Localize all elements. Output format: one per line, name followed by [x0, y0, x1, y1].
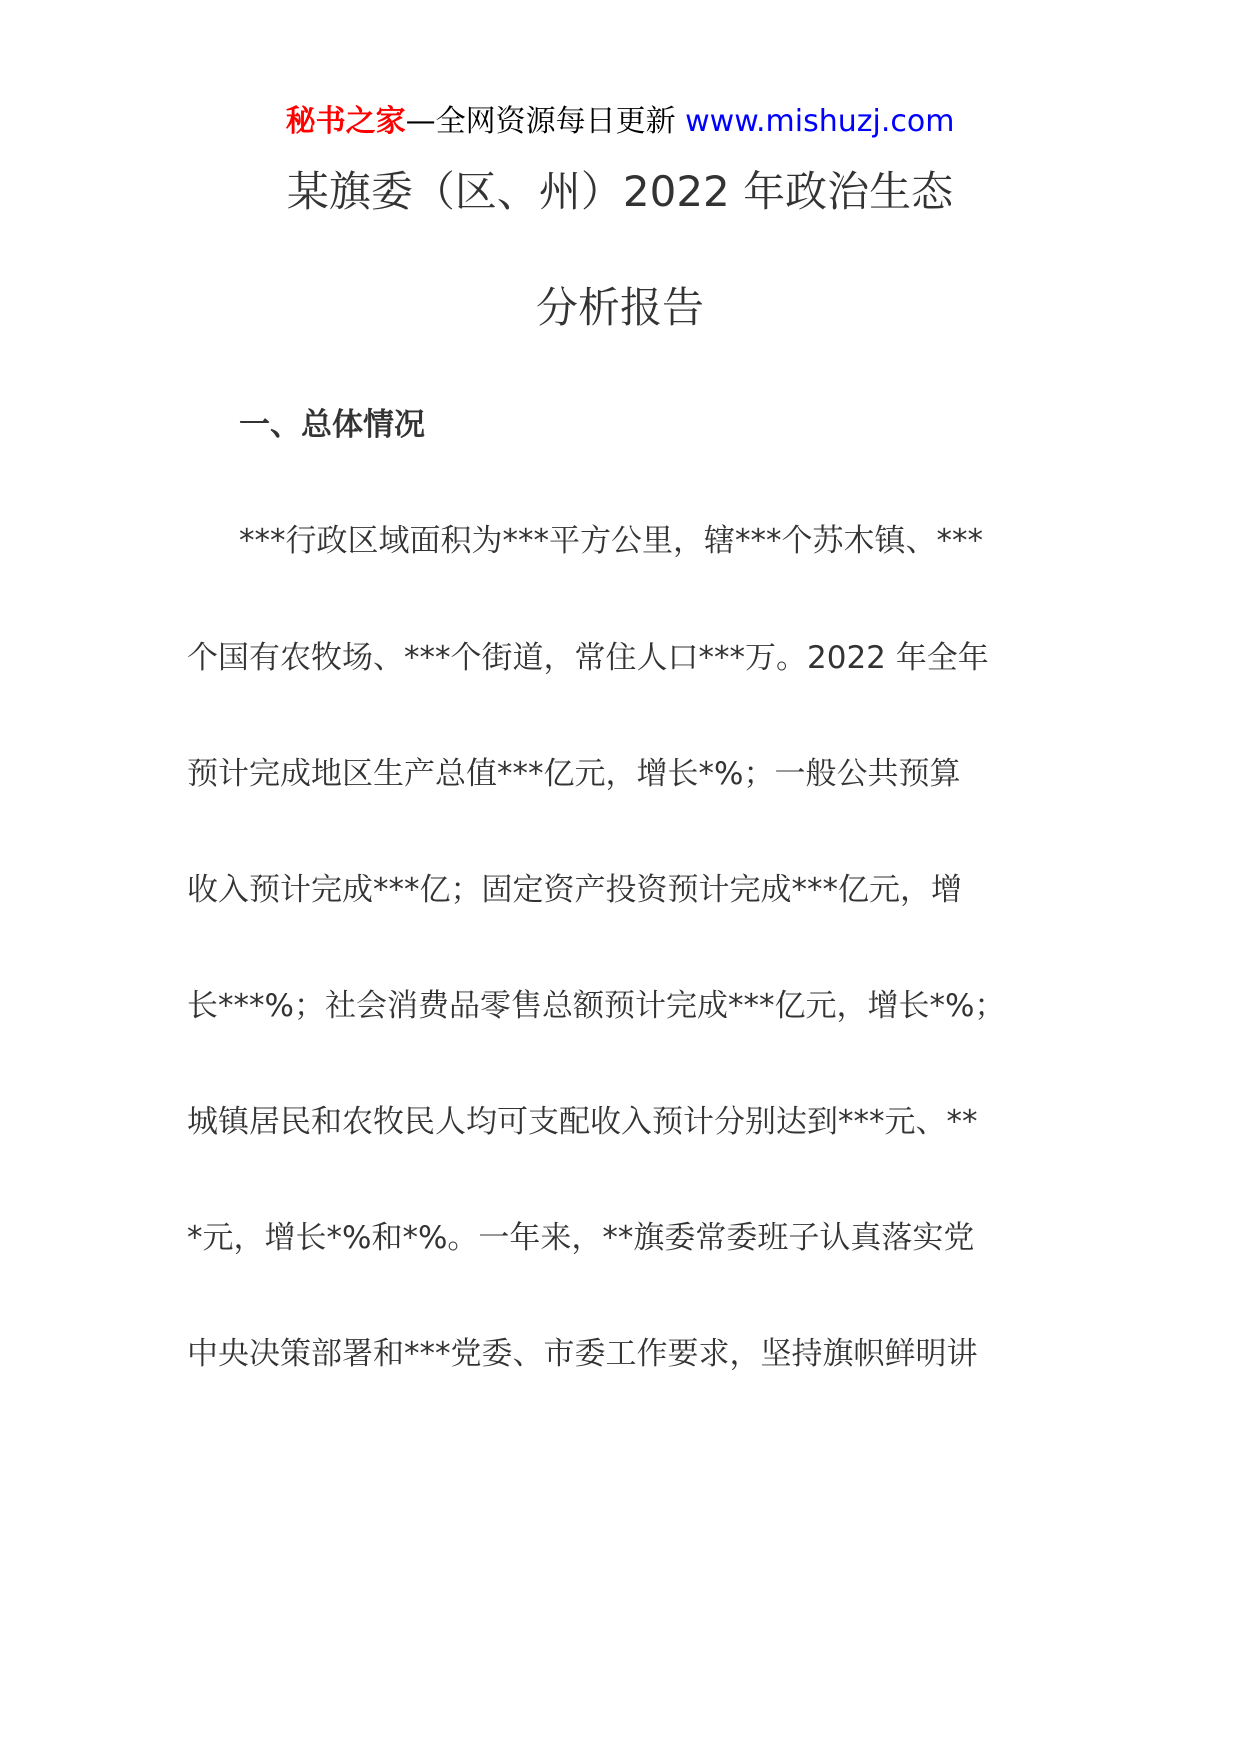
paragraph-line: 个国有农牧场、***个街道，常住人口***万。2022 年全年 [187, 640, 989, 676]
paragraph-line: *元，增长*%和*%。一年来，**旗委常委班子认真落实党 [187, 1220, 975, 1256]
section-heading: 一、总体情况 [239, 407, 425, 443]
paragraph-line: 长***%；社会消费品零售总额预计完成***亿元，增长*%； [187, 988, 1006, 1024]
paragraph-line: 收入预计完成***亿；固定资产投资预计完成***亿元，增 [187, 872, 962, 908]
paragraph-line: 城镇居民和农牧民人均可支配收入预计分别达到***元、** [187, 1104, 978, 1140]
paragraph-line: 预计完成地区生产总值***亿元，增长*%；一般公共预算 [187, 756, 961, 792]
header-slogan: —全网资源每日更新 [405, 104, 676, 139]
paragraph-line: 中央决策部署和***党委、市委工作要求，坚持旗帜鲜明讲 [187, 1336, 978, 1372]
brand-name: 秘书之家 [285, 104, 406, 139]
paragraph-line: ***行政区域面积为***平方公里，辖***个苏木镇、*** [239, 523, 983, 559]
document-title-line-1: 某旗委（区、州）2022 年政治生态 [286, 167, 954, 216]
site-url-link[interactable]: www.mishuzj.com [685, 104, 955, 139]
site-header [0, 100, 1240, 144]
document-title-line-2: 分析报告 [535, 283, 704, 332]
